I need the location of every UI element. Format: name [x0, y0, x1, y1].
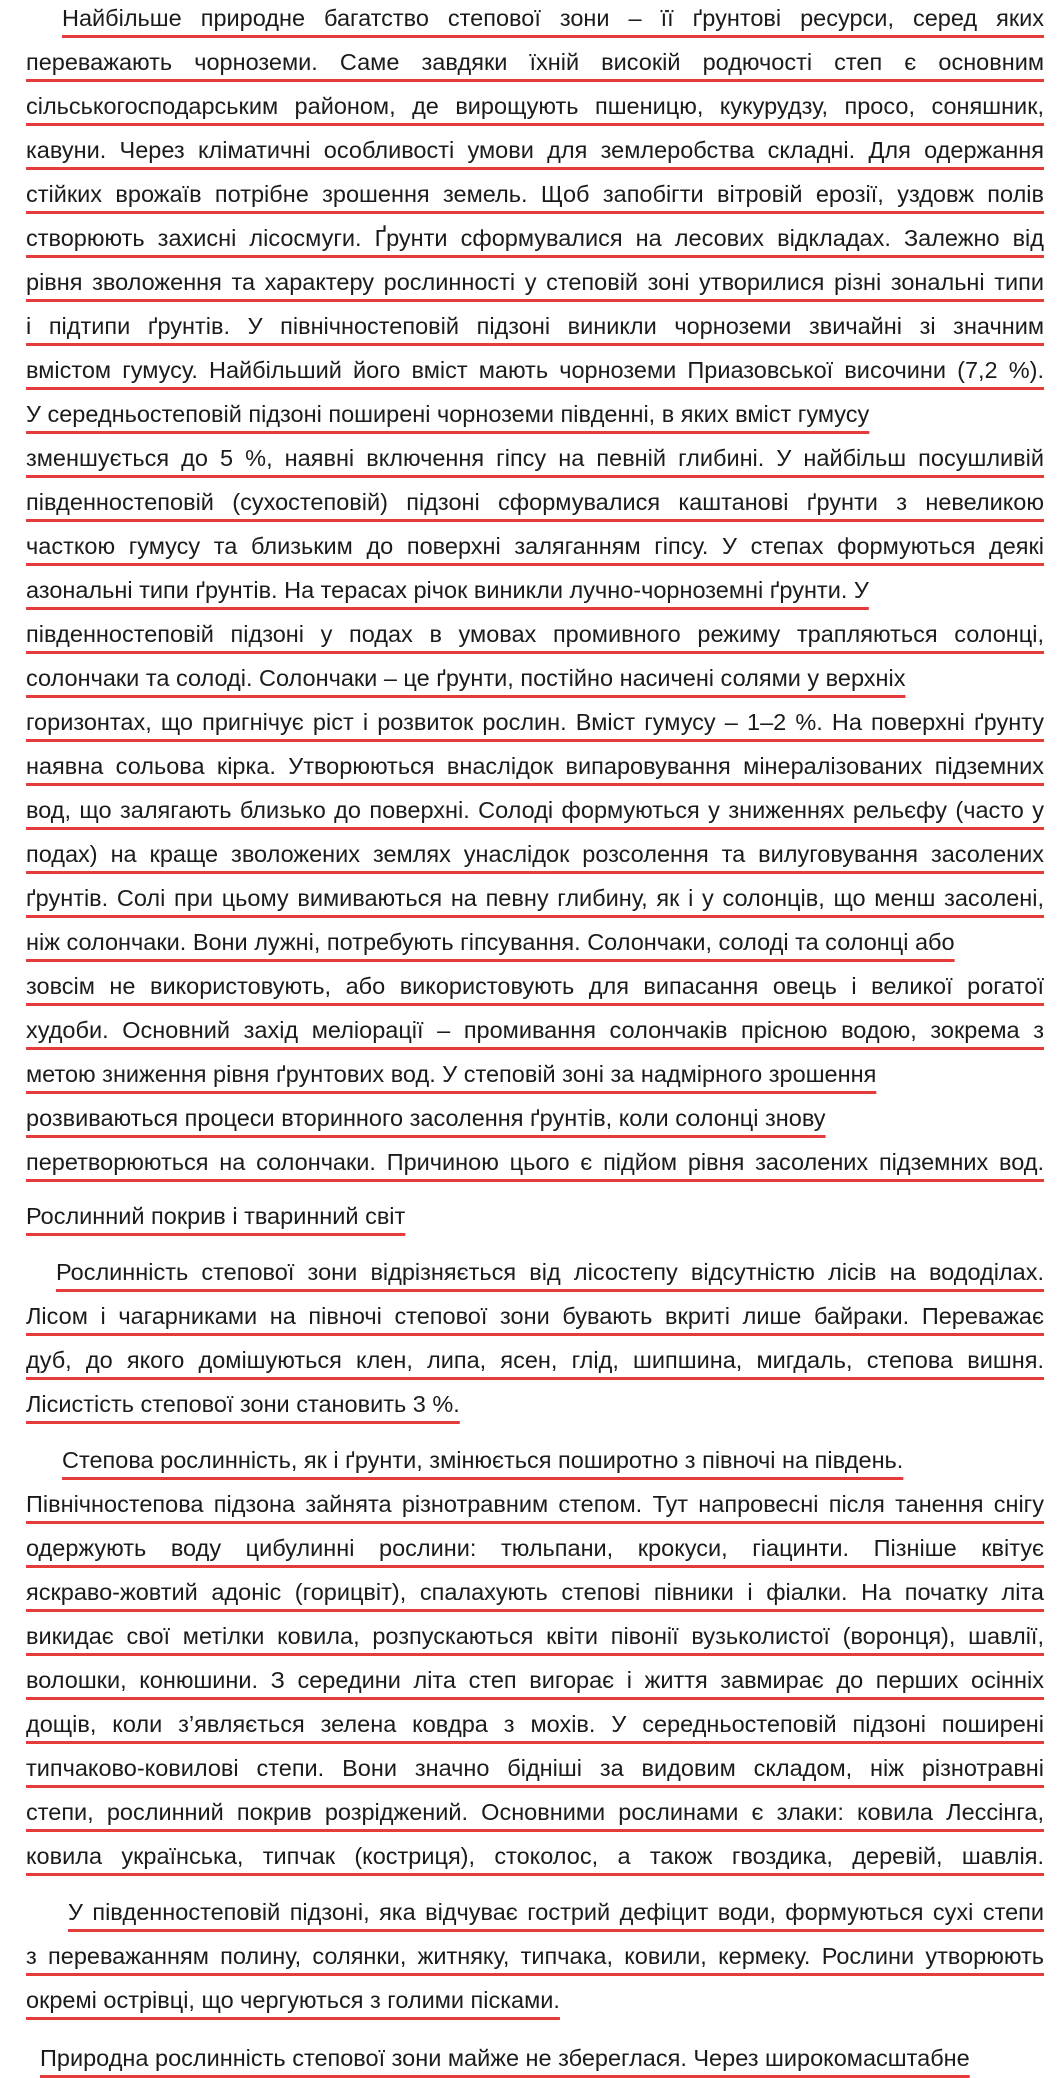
text-line: часткою гумусу та близьким до поверхні заляганням гіпсу. У степах формуються деякі	[26, 533, 1044, 559]
text-line: Лісистість степової зони становить 3 %.	[26, 1391, 460, 1417]
text-line: Рослинність степової зони відрізняється від лісостепу відсутністю лісів на вододілах.	[56, 1259, 1044, 1285]
text-line: Природна рослинність степової зони майже не збереглася. Через широкомасштабне	[40, 2045, 970, 2071]
text-line: дуб, до якого домішуються клен, липа, ясен, глід, шипшина, мигдаль, степова вишня.	[26, 1347, 1044, 1373]
text-line: ніж солончаки. Вони лужні, потребують гіпсування. Солончаки, солоді та солонці або	[26, 929, 955, 955]
text-line: зовсім не використовують, або використовують для випасання овець і великої рогатої	[26, 973, 1044, 999]
text-line: Степова рослинність, як і ґрунти, змінюється поширотно з півночі на південь.	[62, 1447, 904, 1473]
text-line: сільськогосподарським районом, де вирощують пшеницю, кукурудзу, просо, соняшник,	[26, 93, 1044, 119]
text-line: Північностепова підзона зайнята різнотравним степом. Тут напровесні після танення снігу	[26, 1491, 1044, 1517]
text-line: переважають чорноземи. Саме завдяки їхній високій родючості степ є основним	[26, 49, 1044, 75]
text-line: метою зниження рівня ґрунтових вод. У степовій зоні за надмірного зрошення	[26, 1061, 877, 1087]
text-line: Найбільше природне багатство степової зони – її ґрунтові ресурси, серед яких	[62, 5, 1044, 31]
text-line: степи, рослинний покрив розріджений. Основними рослинами є злаки: ковила Лессінга,	[26, 1799, 1044, 1825]
text-line: дощів, коли з’являється зелена ковдра з мохів. У середньостеповій підзоні поширені	[26, 1711, 1044, 1737]
text-line: створюють захисні лісосмуги. Ґрунти сформувалися на лесових відкладах. Залежно від	[26, 225, 1044, 251]
text-line: одержують воду цибулинні рослини: тюльпани, крокуси, гіацинти. Пізніше квітує	[26, 1535, 1044, 1561]
text-line: худоби. Основний захід меліорації – промивання солончаків прісною водою, зокрема з	[26, 1017, 1044, 1043]
text-line: з переважанням полину, солянки, житняку, типчака, ковили, кермеку. Рослини утворюють	[26, 1943, 1044, 1969]
text-line: кавуни. Через кліматичні особливості умови для землеробства складні. Для одержання	[26, 137, 1044, 163]
text-line: викидає свої метілки ковила, розпускаються квіти півонії вузьколистої (воронця), шавлії,	[26, 1623, 1044, 1649]
text-line: ґрунтів. Солі при цьому вимиваються на певну глибину, як і у солонців, що менш засолені,	[26, 885, 1044, 911]
text-line: волошки, конюшини. З середини літа степ вигорає і життя завмирає до перших осінніх	[26, 1667, 1044, 1693]
text-line: Лісом і чагарниками на півночі степової зони бувають вкриті лише байраки. Переважає	[26, 1303, 1044, 1329]
text-line: подах) на краще зволожених землях унаслідок розсолення та вилуговування засолених	[26, 841, 1044, 867]
section-heading: Рослинний покрив і тваринний світ	[26, 1203, 406, 1229]
text-line: наявна сольова кірка. Утворюються внаслідок випаровування мінералізованих підземних	[26, 753, 1044, 779]
text-line: південностеповій підзоні у подах в умовах промивного режиму трапляються солонці,	[26, 621, 1044, 647]
text-line: У південностеповій підзоні, яка відчуває гострий дефіцит води, формуються сухі степи	[68, 1899, 1044, 1925]
text-line: азональні типи ґрунтів. На терасах річок виникли лучно-чорноземні ґрунти. У	[26, 577, 869, 603]
text-line: рівня зволоження та характеру рослинності у степовій зоні утворилися різні зональні типи	[26, 269, 1044, 295]
text-line: зменшується до 5 %, наявні включення гіпсу на певній глибині. У найбільш посушливій	[26, 445, 1044, 471]
text-line: ковила українська, типчак (костриця), стоколос, а також гвоздика, деревій, шавлія.	[26, 1843, 1044, 1869]
text-line: південностеповій (сухостеповій) підзоні сформувалися каштанові ґрунти з невеликою	[26, 489, 1044, 515]
text-line: розвиваються процеси вторинного засолення ґрунтів, коли солонці знову	[26, 1105, 826, 1131]
text-line: і підтипи ґрунтів. У північностеповій підзоні виникли чорноземи звичайні зі значним	[26, 313, 1044, 339]
text-line: яскраво-жовтий адоніс (горицвіт), спалахують степові півники і фіалки. На початку літа	[26, 1579, 1044, 1605]
text-line: стійких врожаїв потрібне зрошення земель. Щоб запобігти вітровій ерозії, уздовж полів	[26, 181, 1044, 207]
text-line: перетворюються на солончаки. Причиною цього є підйом рівня засолених підземних вод.	[26, 1149, 1044, 1175]
text-line: вмістом гумусу. Найбільший його вміст мають чорноземи Приазовської височини (7,2 %).	[26, 357, 1044, 383]
text-line: типчаково-ковилові степи. Вони значно бідніші за видовим складом, ніж різнотравні	[26, 1755, 1044, 1781]
text-line: солончаки та солоді. Солончаки – це ґрунти, постійно насичені солями у верхніх	[26, 665, 906, 691]
text-line: вод, що залягають близько до поверхні. Солоді формуються у зниженнях рельєфу (часто у	[26, 797, 1044, 823]
text-line: окремі острівці, що чергуються з голими пісками.	[26, 1987, 560, 2013]
text-line: У середньостеповій підзоні поширені чорноземи південні, в яких вміст гумусу	[26, 401, 870, 427]
text-line: горизонтах, що пригнічує ріст і розвиток рослин. Вміст гумусу – 1–2 %. На поверхні ґрунту	[26, 709, 1044, 735]
